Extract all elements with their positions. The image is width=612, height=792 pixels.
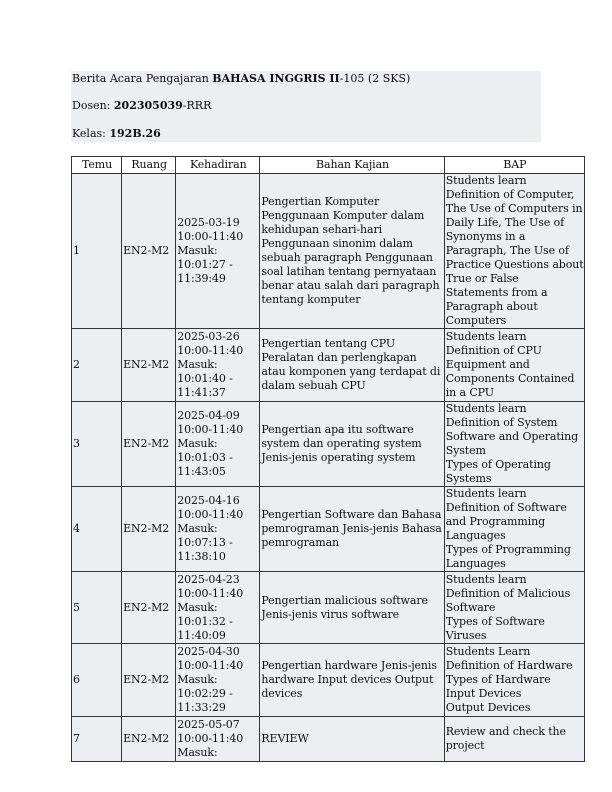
bap-line: Types of Hardware: [445, 673, 551, 686]
table-row: [72, 487, 585, 572]
attendance-line: 2025-03-26: [177, 330, 240, 343]
room-cell: EN2-M2: [122, 402, 176, 487]
attendance-line: 2025-04-23: [177, 572, 240, 586]
attendance-line: 10:00-11:40: [177, 344, 244, 357]
bap-cell: [444, 644, 584, 717]
column-header: Kehadiran: [176, 157, 260, 174]
bap-cell: [444, 487, 584, 572]
bap-cell: [444, 717, 584, 762]
bap-line: Types of Operating Systems: [445, 458, 551, 485]
attendance-line: Masuk:: [177, 244, 218, 257]
bap-cell: [444, 572, 584, 644]
table-row: [72, 644, 585, 717]
bap-line: Review and check the project: [445, 725, 566, 752]
attendance-line: 2025-04-30: [177, 645, 240, 658]
attendance-line: 11:43:05: [177, 465, 226, 478]
meeting-number-cell: 1: [72, 174, 122, 329]
attendance-line: 10:00-11:40: [177, 508, 244, 521]
attendance-line: 11:38:10: [177, 550, 226, 563]
bap-line: Input Devices: [445, 687, 522, 700]
meeting-number-cell: 3: [72, 402, 122, 487]
bap-line: Students learn Definition of Software and Programming Languages: [445, 487, 567, 542]
table-row: [72, 717, 585, 762]
attendance-line: 10:01:40 -: [177, 372, 233, 385]
attendance-cell: [176, 402, 260, 487]
attendance-line: 2025-05-07: [177, 718, 240, 731]
room-cell: EN2-M2: [122, 329, 176, 402]
attendance-line: 10:00-11:40: [177, 659, 244, 672]
lecturer-id: 202305039: [113, 99, 183, 112]
bap-line: Output Devices: [445, 701, 531, 714]
attendance-cell: [176, 174, 260, 329]
column-header: Ruang: [122, 157, 176, 174]
column-header: BAP: [444, 157, 584, 174]
attendance-line: 2025-04-16: [177, 494, 240, 507]
attendance-line: 10:00-11:40: [177, 230, 244, 243]
bap-cell: [444, 402, 584, 487]
attendance-line: 2025-04-09: [177, 409, 240, 422]
material-cell: Pengertian Komputer Penggunaan Komputer dalam kehidupan sehari-hari Penggunaan sinonim dalam sebuah paragraph Penggunaan soal latihan tentang pernyataan benar atau salah dari paragraph tentang komputer: [260, 174, 444, 329]
attendance-line: Masuk:: [177, 522, 218, 535]
attendance-line: Masuk:: [177, 600, 218, 614]
material-cell: Pengertian hardware Jenis-jenis hardware Input devices Output devices: [260, 644, 444, 717]
attendance-line: Masuk:: [177, 746, 218, 759]
attendance-table: [71, 156, 585, 762]
attendance-line: 10:02:29 -: [177, 687, 233, 700]
room-cell: EN2-M2: [122, 174, 176, 329]
course-name: BAHASA INGGRIS II: [212, 72, 340, 85]
attendance-line: 10:01:27 -: [177, 258, 233, 271]
meeting-number-cell: 4: [72, 487, 122, 572]
attendance-line: 11:39:49: [177, 272, 226, 285]
bap-cell: [444, 329, 584, 402]
bap-line: Students Learn Definition of Hardware: [445, 645, 573, 672]
table-row: [72, 572, 585, 644]
table-row: [72, 174, 585, 329]
attendance-cell: [176, 717, 260, 762]
lecturer-suffix: -RRR: [182, 99, 212, 112]
attendance-line: 10:00-11:40: [177, 586, 244, 600]
bap-cell: [444, 174, 584, 329]
bap-line: Types of Programming Languages: [445, 543, 571, 570]
attendance-cell: [176, 487, 260, 572]
attendance-line: 2025-03-19: [177, 216, 240, 229]
attendance-line: 10:00-11:40: [177, 423, 244, 436]
attendance-line: 10:07:13 -: [177, 536, 233, 549]
material-cell: Pengertian Software dan Bahasa pemrograman Jenis-jenis Bahasa pemrograman: [260, 487, 444, 572]
attendance-line: 10:00-11:40: [177, 732, 244, 745]
meeting-number-cell: 7: [72, 717, 122, 762]
room-cell: EN2-M2: [122, 644, 176, 717]
column-header: Temu: [72, 157, 122, 174]
attendance-line: Masuk:: [177, 358, 218, 371]
attendance-line: 11:33:29: [177, 701, 226, 714]
column-header: Bahan Kajian: [260, 157, 444, 174]
room-cell: EN2-M2: [122, 717, 176, 762]
class-line: [72, 127, 161, 141]
report-title: [72, 72, 410, 86]
attendance-line: Masuk:: [177, 673, 218, 686]
attendance-line: Masuk:: [177, 437, 218, 450]
table-row: [72, 329, 585, 402]
bap-line: Students learn Definition of CPU Equipment and Components Contained in a CPU: [445, 330, 575, 399]
attendance-line: 11:40:09: [177, 628, 226, 642]
attendance-cell: [176, 644, 260, 717]
material-cell: Pengertian apa itu software system dan operating system Jenis-jenis operating system: [260, 402, 444, 487]
material-cell: Pengertian tentang CPU Peralatan dan perlengkapan atau komponen yang terdapat di dalam sebuah CPU: [260, 329, 444, 402]
attendance-line: 10:01:32 -: [177, 614, 233, 628]
material-cell: REVIEW: [260, 717, 444, 762]
attendance-line: 11:41:37: [177, 386, 226, 399]
lecturer-label: Dosen:: [72, 99, 114, 112]
meeting-number-cell: 6: [72, 644, 122, 717]
table-header-row: [72, 157, 585, 174]
lecturer-line: [72, 99, 211, 113]
table-row: [72, 402, 585, 487]
meeting-number-cell: 5: [72, 572, 122, 644]
attendance-line: 10:01:03 -: [177, 451, 233, 464]
class-label: Kelas:: [72, 127, 110, 140]
room-cell: EN2-M2: [122, 572, 176, 644]
document-header: [71, 71, 541, 142]
course-code: -105 (2 SKS): [339, 72, 411, 85]
table-body: [72, 174, 585, 762]
room-cell: EN2-M2: [122, 487, 176, 572]
material-cell: Pengertian malicious software Jenis-jenis virus software: [260, 572, 444, 644]
bap-line: Students learn Definition of Malicious Software: [445, 572, 571, 614]
bap-line: Students learn Definition of Computer, The Use of Computers in Daily Life, The Use of Synonyms in a Paragraph, The Use of Practice Questions about True or False Statements from a Paragraph about Computers: [445, 174, 584, 327]
bap-line: Types of Software Viruses: [445, 614, 545, 642]
attendance-cell: [176, 329, 260, 402]
attendance-cell: [176, 572, 260, 644]
meeting-number-cell: 2: [72, 329, 122, 402]
bap-line: Students learn Definition of System Software and Operating System: [445, 402, 579, 457]
class-code: 192B.26: [109, 127, 161, 140]
title-prefix: Berita Acara Pengajaran: [72, 72, 213, 85]
